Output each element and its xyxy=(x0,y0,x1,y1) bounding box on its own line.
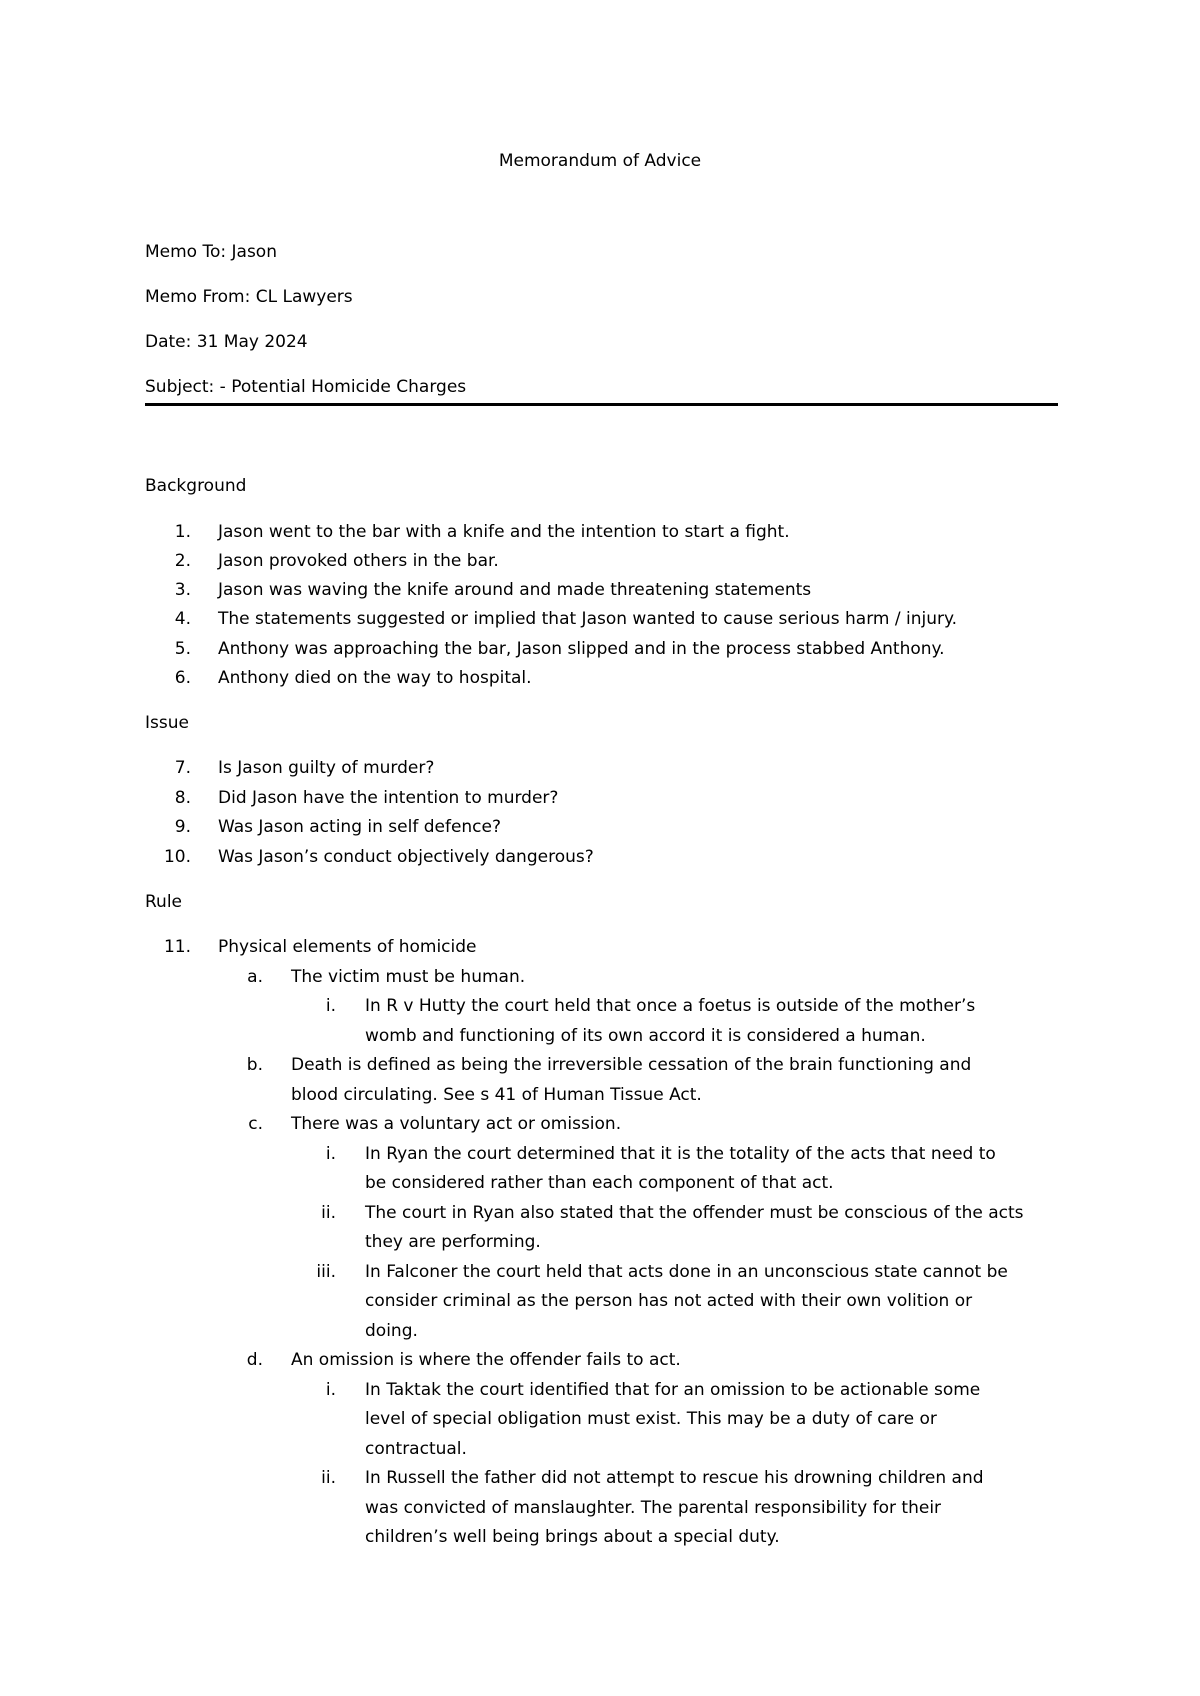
issue-heading: Issue xyxy=(145,713,189,733)
header-divider xyxy=(145,403,1058,406)
memo-subject: Subject: - Potential Homicide Charges xyxy=(145,377,467,397)
memo-date: Date: 31 May 2024 xyxy=(145,332,308,352)
document-page: Memorandum of Advice Memo To: Jason Memo From: CL Lawyers Date: 31 May 2024 Subject: - Potential Homicide Charges Background 1. Jason went to the bar with a knife and the intention to start a fight. 2. Jason provoked others in the bar. 3. Jason was waving the knife around and made threatening statements 4. The statements suggested or implied that Jason wanted to cause serious harm / injury. 5. Anthony was approaching the bar, Jason slipped and in the process stabbed Anthony. 6. Anthony died on the way to hospital. Issue 7. Is Jason guilty of murder? 8. Did Jason have the intention to murder? 9. Was Jason acting in self defence? 10. Was Jason’s conduct objectively dangerous? Rule 11. Physical elements of homicide a. The victim must be human. i. In R v Hutty the court held that once a foetus is outside of the mother’s womb and functioning of its own accord it is considered a human. b. Death is defined as being the irreversible cessation of the brain functioning and blood circulating. See s 41 of Human Tissue Act. c. There was a voluntary act or omission. i. In Ryan the court determined that it is the totality of the acts that need to be considered rather than each component of that act. ii. The court in Ryan also stated that the offender must be conscious of the acts they are performing. iii. In Falconer the court held that acts done in an unconscious state cannot be consider criminal as the person has not acted with their own volition or doing. d. An omission is where the offender fails to act. i. In Taktak the court identified that for an omission to be actionable some level of special obligation must exist. This may be a duty of care or contractual. ii. In Russell the father did not attempt to rescue his drowning children and was convicted of manslaughter. The parental responsibility for their children’s well being brings about a special duty. xyxy=(0,0,1200,1696)
background-heading: Background xyxy=(145,476,247,496)
rule-heading: Rule xyxy=(145,892,183,912)
memo-from: Memo From: CL Lawyers xyxy=(145,287,353,307)
memo-to: Memo To: Jason xyxy=(145,242,277,262)
document-title: Memorandum of Advice xyxy=(498,151,702,171)
